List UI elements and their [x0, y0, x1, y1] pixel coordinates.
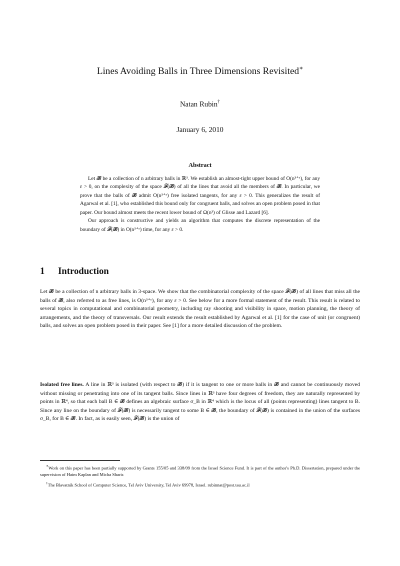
author-name: [40, 98, 360, 108]
abstract-body: [80, 175, 320, 234]
footnote-mark: ∗: [46, 464, 49, 468]
footnotes: [40, 463, 360, 490]
author-text: Natan Rubin: [179, 99, 218, 109]
footnote-text: Work on this paper has been partially supported by Grants 155/05 and 338/09 from the Israel Science Fund. It is part of the author's Ph.D. Dissertation, prepared under the supervision of Haim Kaplan and Micha Sharir.: [40, 465, 360, 478]
intro-body: [40, 288, 360, 331]
paragraph-text: A line in ℝ³ is isolated (with respect to 𝓑) if it is tangent to one or more balls in 𝓑 and cannot be continuously moved without missing or penetrating into one of its tangent balls. Since lines in ℝ³ have four degrees of freedom, they are naturally represented by points in ℝ⁴, so that each ball B ∈ 𝓑 defines an algebraic surface σ_B in ℝ⁴ which is the locus of all (points representing) lines tangent to B. Since any line on the boundary of 𝓕(𝓑) is necessarily tangent to some B ∈ 𝓑, the boundary of 𝓕(𝓑) is contained in the union of the surfaces σ_B, for B ∈ 𝓑. In fact, as is easily seen, 𝓕(𝓑) is the union of: [40, 382, 360, 423]
isolated-lines-paragraph: [40, 381, 360, 424]
title-footnote-mark: ∗: [299, 66, 304, 72]
footnote-text: The Blavatnik School of Computer Science, Tel Aviv University, Tel Aviv 69978, Israel. rubinnat@post.tau.ac.il: [47, 482, 250, 488]
abstract-heading: Abstract: [188, 162, 212, 169]
footnote: [40, 480, 360, 489]
isolated-lines-body: [40, 381, 360, 424]
intro-paragraph: Let 𝓑 be a collection of n arbitrary balls in 3-space. We show that the combinatorial complexity of the space 𝓕(𝓑) of all lines that miss all the balls of 𝓑, also referred to as free lines, is O(n³⁺ᵋ), for any ε > 0. See below for a more formal statement of the result. This result is related to several topics in computational and combinatorial geometry, including ray shooting and visibility in space, motion planning, the theory of arrangements, and the theory of transversals. Our result extends the result established by Agarwal et al. [1] for the case of unit (or congruent) balls, and solves an open problem posed in their paper. See [1] for a more detailed discussion of the problem.: [40, 289, 360, 330]
footnote: [40, 463, 360, 479]
paper-date: January 6, 2010: [176, 125, 224, 134]
footnote-rule: [40, 460, 120, 461]
abstract-paragraph: Let 𝓑 be a collection of n arbitrary balls in ℝ³. We establish an almost-tight upper bound of O(n³⁺ᵋ), for any ε > 0, on the complexity of the space 𝓕(𝓑) of all the lines that avoid all the members of 𝓑. In particular, we prove that the balls of 𝓑 admit O(n³⁺ᵋ) free isolated tangents, for any ε > 0. This generalizes the result of Agarwal et al. [1], who established this bound only for congruent balls, and solves an open problem posed in that paper. Our bound almost meets the recent lower bound of Ω(n³) of Glisse and Lazard [6].: [80, 176, 320, 216]
author-footnote-mark: †: [217, 100, 221, 105]
abstract-paragraph: Our approach is constructive and yields an algorithm that computes the discrete representation of the boundary of 𝓕(𝓑) in O(n³⁺ᵋ) time, for any ε > 0.: [80, 218, 320, 233]
paragraph-runin-heading: Isolated free lines.: [40, 382, 84, 388]
section-title: Introduction: [58, 267, 109, 277]
paper-title: [40, 63, 360, 78]
title-text: Lines Avoiding Balls in Three Dimensions Revisited: [96, 66, 300, 78]
section-heading: [40, 266, 360, 278]
footnote-mark: †: [46, 480, 48, 485]
section-number: 1: [40, 267, 45, 277]
